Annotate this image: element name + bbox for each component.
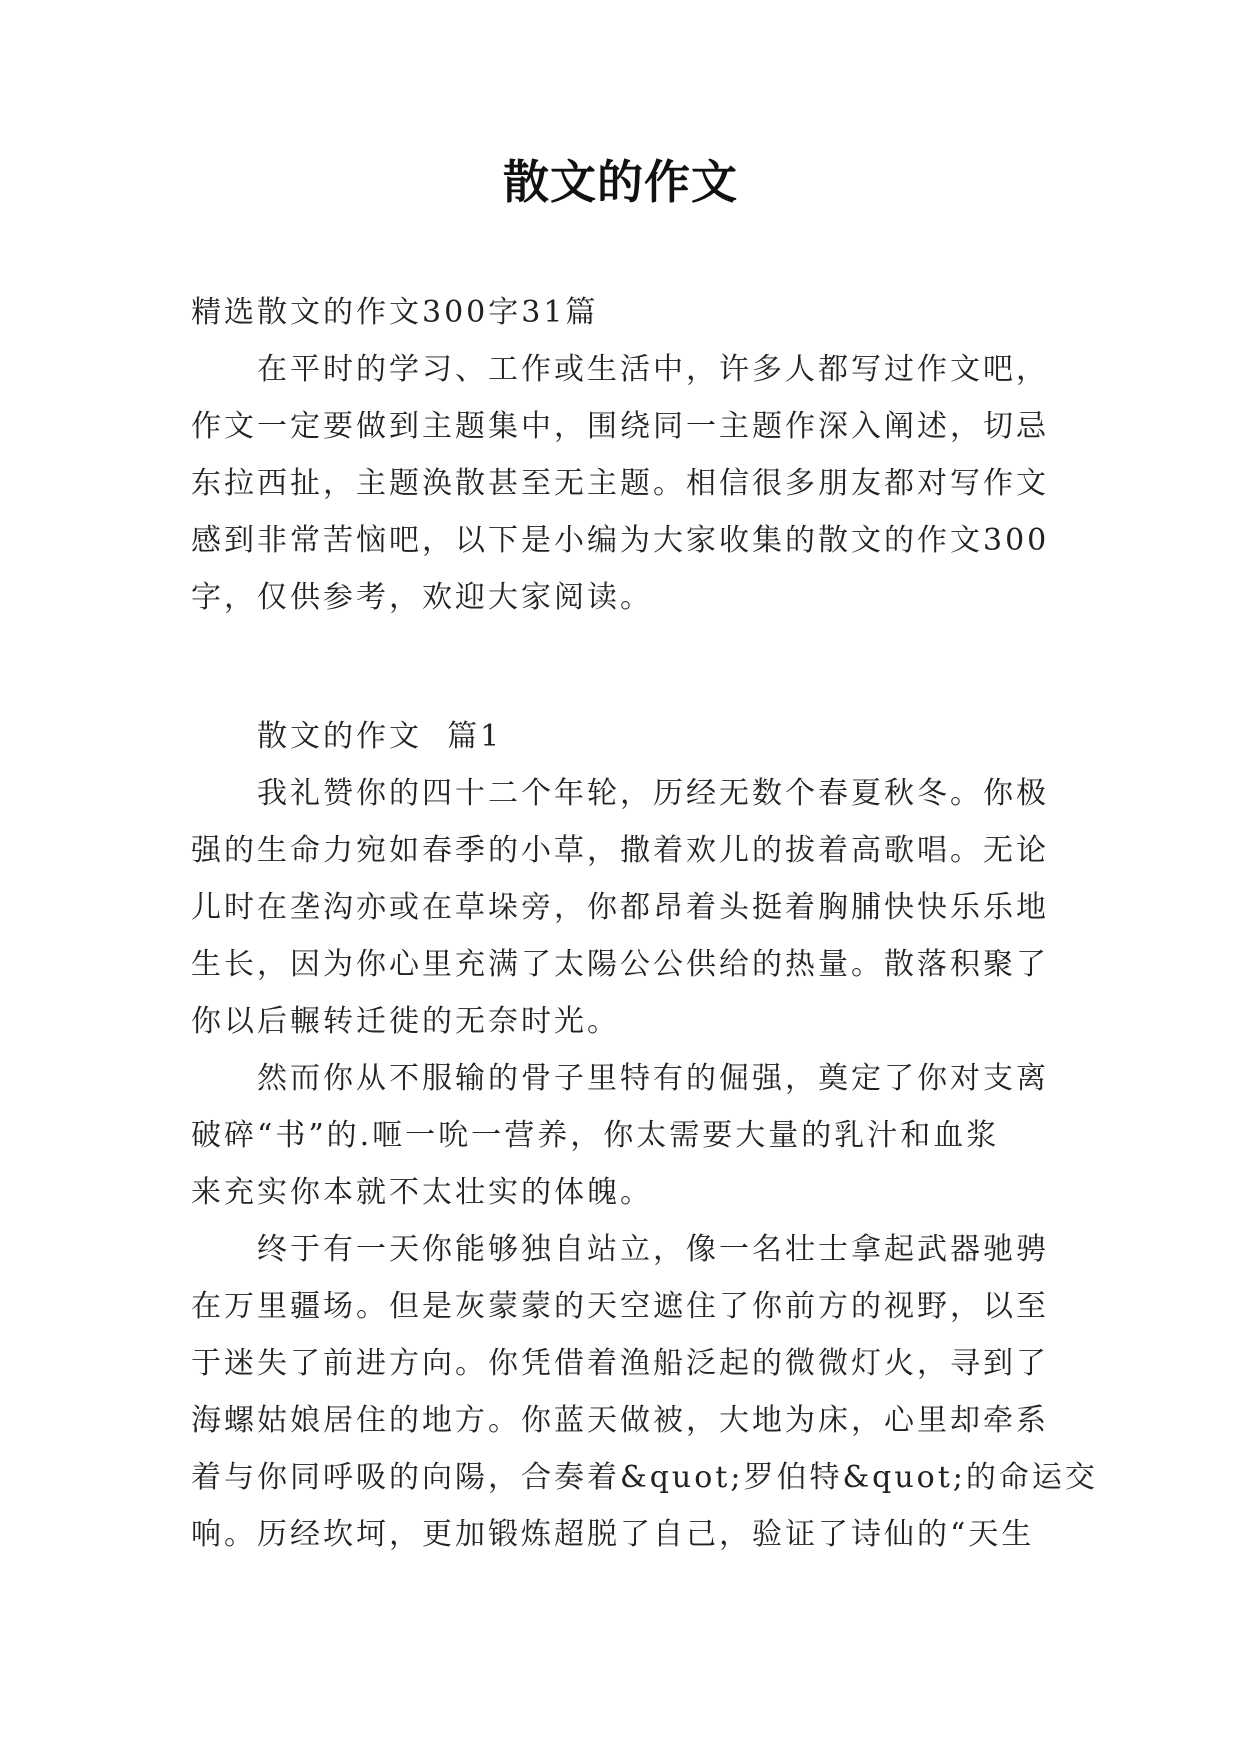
paragraph-line: 于迷失了前进方向。你凭借着渔船泛起的微微灯火，寻到了 xyxy=(191,1346,1049,1381)
intro-line: 在平时的学习、工作或生活中，许多人都写过作文吧， xyxy=(257,352,1049,387)
paragraph-line: 来充实你本就不太壮实的体魄。 xyxy=(191,1175,653,1210)
paragraph-line: 在万里疆场。但是灰蒙蒙的天空遮住了你前方的视野，以至 xyxy=(191,1289,1049,1324)
intro-line: 感到非常苦恼吧，以下是小编为大家收集的散文的作文300 xyxy=(191,523,1050,558)
paragraph-line: 儿时在垄沟亦或在草垛旁，你都昂着头挺着胸脯快快乐乐地 xyxy=(191,890,1049,925)
paragraph-line: 着与你同呼吸的向陽，合奏着&quot;罗伯特&quot;的命运交 xyxy=(191,1460,1098,1495)
paragraph-line: 海螺姑娘居住的地方。你蓝天做被，大地为床，心里却牵系 xyxy=(191,1403,1049,1438)
section-spacer xyxy=(191,626,1071,708)
paragraph-line: 强的生命力宛如春季的小草，撒着欢儿的拔着高歌唱。无论 xyxy=(191,833,1049,868)
paragraph-line: 生长，因为你心里充满了太陽公公供给的热量。散落积聚了 xyxy=(191,947,1049,982)
paragraph-line: 你以后輾转迁徙的无奈时光。 xyxy=(191,1004,620,1039)
intro-line: 字，仅供参考，欢迎大家阅读。 xyxy=(191,580,653,615)
paragraph-line: 我礼赞你的四十二个年轮，历经无数个春夏秋冬。你极 xyxy=(257,776,1049,811)
paragraph-line: 然而你从不服输的骨子里特有的倔强，奠定了你对支离 xyxy=(257,1061,1049,1096)
intro-line: 作文一定要做到主题集中，围绕同一主题作深入阐述，切忌 xyxy=(191,409,1049,444)
page-title: 散文的作文 xyxy=(503,155,738,209)
paragraph-line: 响。历经坎坷，更加锻炼超脱了自己，验证了诗仙的“天生 xyxy=(191,1517,1035,1552)
document-subtitle: 精选散文的作文300字31篇 xyxy=(191,295,599,330)
paragraph-line: 破碎“书”的.咂一吮一营养，你太需要大量的乳汁和血浆 xyxy=(191,1118,1000,1153)
section-heading: 散文的作文 篇1 xyxy=(257,719,503,754)
intro-line: 东拉西扯，主题涣散甚至无主题。相信很多朋友都对写作文 xyxy=(191,466,1049,501)
paragraph-line: 终于有一天你能够独自站立，像一名壮士拿起武器驰骋 xyxy=(257,1232,1049,1267)
document-body xyxy=(191,284,1098,1563)
